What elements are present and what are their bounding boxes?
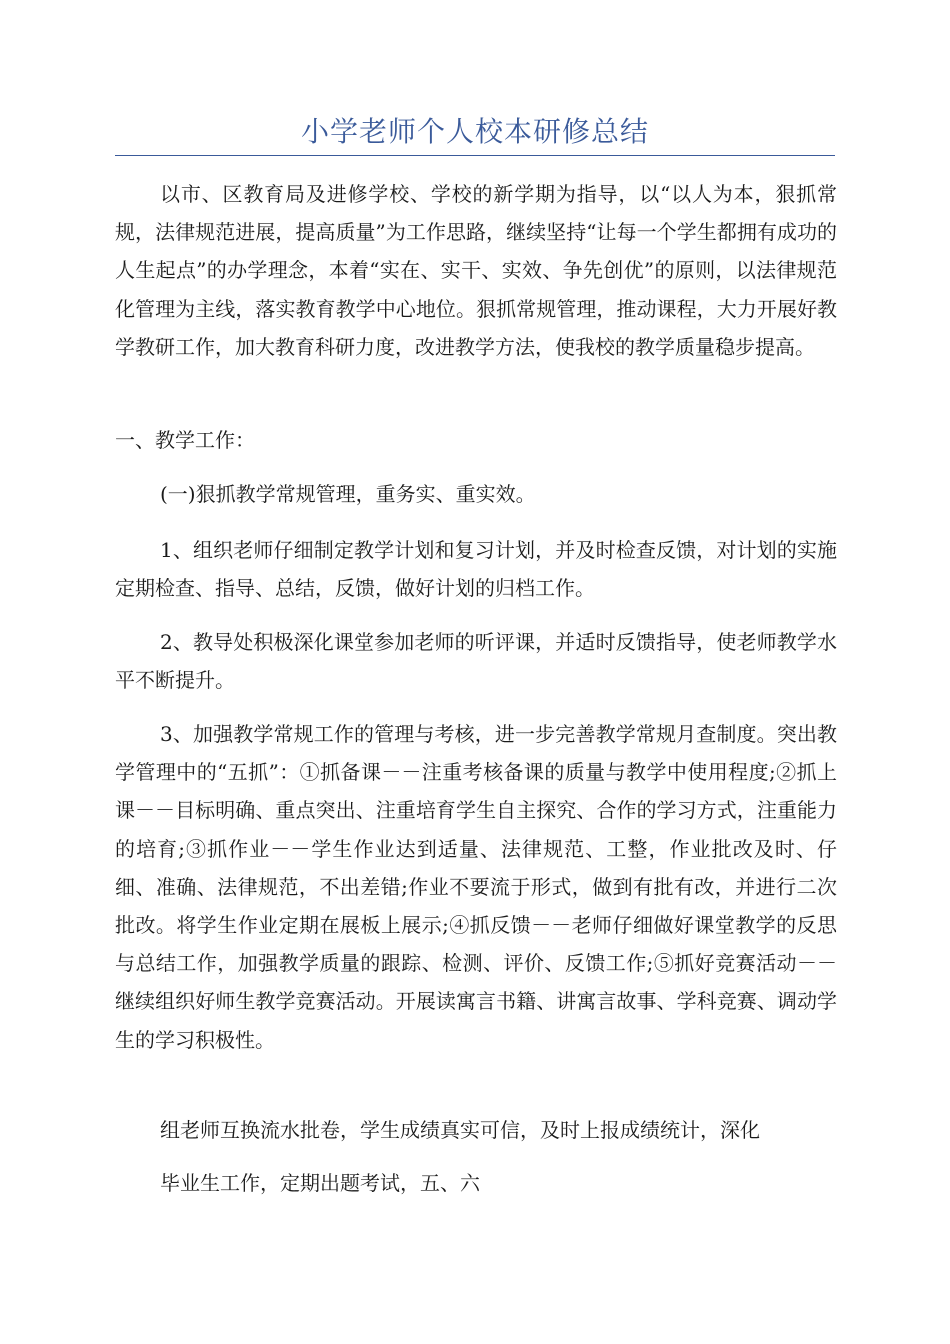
subsection-heading: (一)狠抓教学常规管理，重务实、重实效。 xyxy=(160,482,536,506)
item-1-paragraph: 1、组织老师仔细制定教学计划和复习计划，并及时检查反馈，对计划的实施定期检查、指导、总结，反馈，做好计划的归档工作。 xyxy=(115,538,837,601)
continuation-line-2: 毕业生工作，定期出题考试，五、六 xyxy=(160,1171,480,1195)
continuation-line-1: 组老师互换流水批卷，学生成绩真实可信，及时上报成绩统计，深化 xyxy=(160,1118,760,1142)
section-heading-teaching: 一、教学工作： xyxy=(115,428,255,452)
document-title: 小学老师个人校本研修总结 xyxy=(300,115,649,148)
item-3-paragraph: 3、加强教学常规工作的管理与考核，进一步完善教学常规月查制度。突出教学管理中的“五抓”：①抓备课－－注重考核备课的质量与教学中使用程度;②抓上课－－目标明确、重点突出、注重培育学生自主探究、合作的学习方式，注重能力的培育;③抓作业－－学生作业达到适量、法律规范、工整，作业批改及时、仔细、准确、法律规范，不出差错;作业不要流于形式，做到有批有改，并进行二次批改。将学生作业定期在展板上展示;④抓反馈－－老师仔细做好课堂教学的反思与总结工作，加强教学质量的跟踪、检测、评价、反馈工作;⑤抓好竞赛活动－－继续组织好师生教学竞赛活动。开展读寓言书籍、讲寓言故事、学科竞赛、调动学生的学习积极性。 xyxy=(115,722,837,1052)
title-underline xyxy=(115,155,835,156)
item-2-paragraph: 2、教导处积极深化课堂参加老师的听评课，并适时反馈指导，使老师教学水平不断提升。 xyxy=(115,630,837,693)
intro-paragraph: 以市、区教育局及进修学校、学校的新学期为指导，以“以人为本，狠抓常规，法律规范进展，提高质量”为工作思路，继续坚持“让每一个学生都拥有成功的人生起点”的办学理念，本着“实在、实干、实效、争先创优”的原则，以法律规范化管理为主线，落实教育教学中心地位。狠抓常规管理，推动课程，大力开展好教学教研工作，加大教育科研力度，改进教学方法，使我校的教学质量稳步提高。 xyxy=(115,182,837,359)
